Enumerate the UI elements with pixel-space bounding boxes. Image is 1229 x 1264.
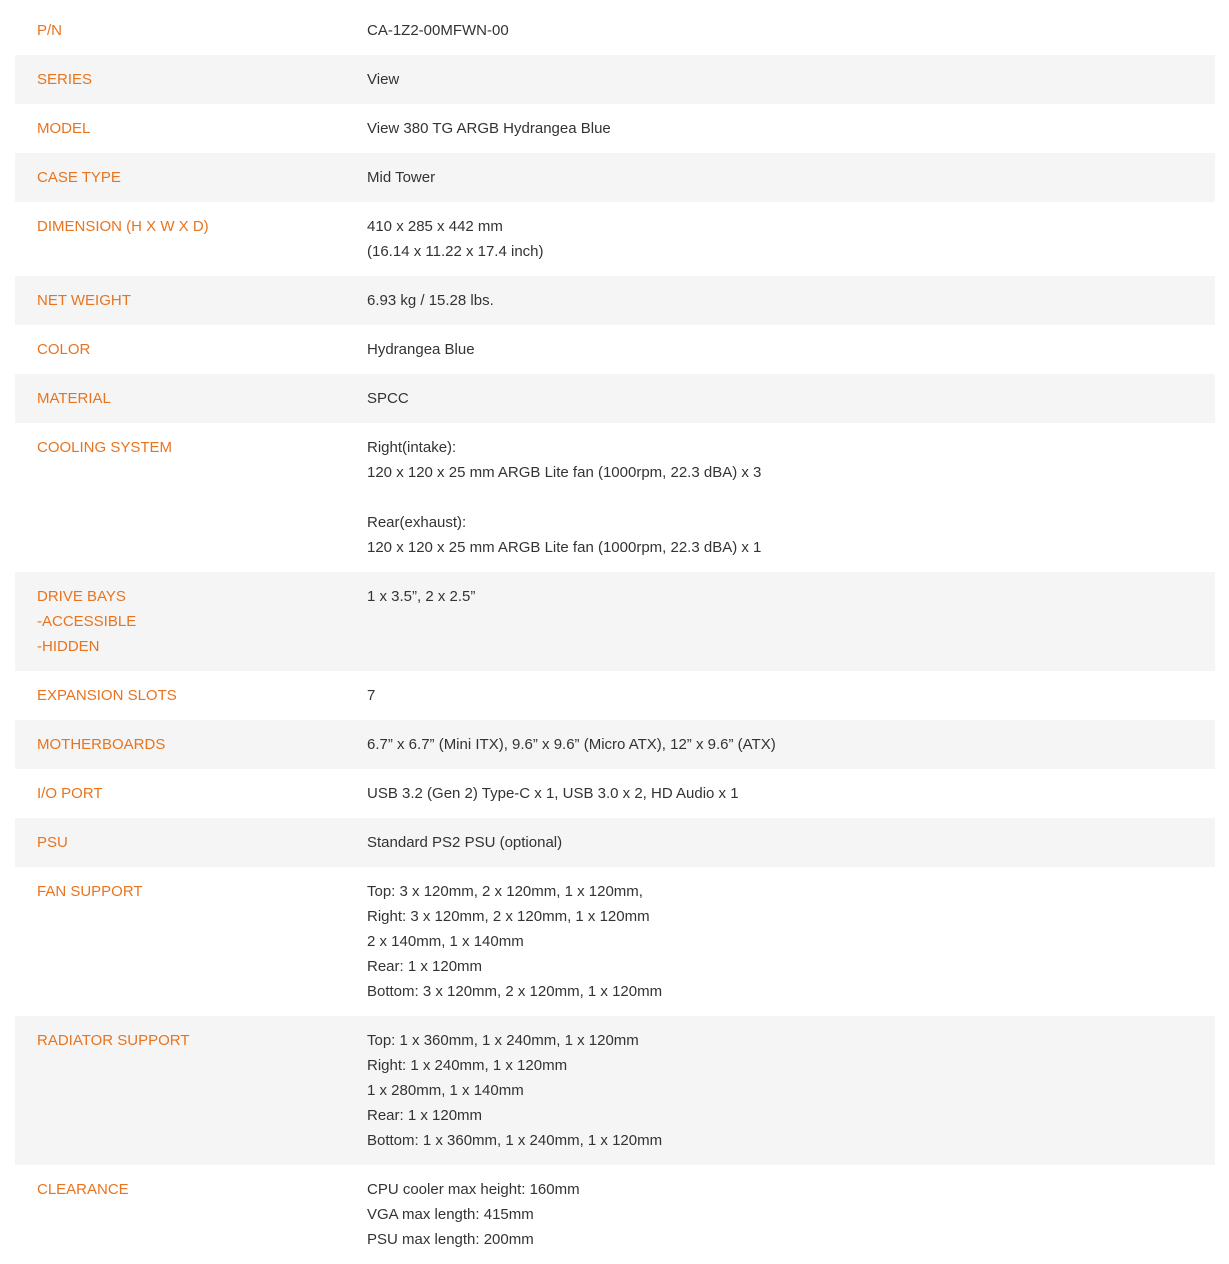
spec-value [367,781,1215,806]
spec-label-line: SERIES [37,71,93,88]
spec-row [15,1165,1215,1264]
spec-row [15,104,1215,153]
spec-value-line: (16.14 x 11.22 x 17.4 inch) [367,243,544,260]
spec-row [15,671,1215,720]
spec-value [367,288,1215,313]
spec-label-line: NET WEIGHT [37,292,131,309]
spec-value [367,337,1215,362]
spec-label-line: I/O PORT [37,785,103,802]
spec-value-line: Rear: 1 x 120mm [367,958,483,975]
spec-value-line: View 380 TG ARGB Hydrangea Blue [367,120,611,137]
spec-label-line: EXPANSION SLOTS [37,687,177,704]
spec-value-line: Bottom: 1 x 360mm, 1 x 240mm, 1 x 120mm [367,1132,663,1149]
spec-label-line: PSU [37,834,68,851]
spec-label [15,165,367,190]
spec-value [367,435,1215,560]
spec-row [15,423,1215,572]
spec-value-line: 1 x 280mm, 1 x 140mm [367,1082,524,1099]
spec-label [15,1177,367,1252]
spec-value-line: 410 x 285 x 442 mm [367,218,503,235]
spec-label [15,116,367,141]
spec-label-line: FAN SUPPORT [37,883,143,900]
spec-value-line: Hydrangea Blue [367,341,475,358]
spec-value [367,683,1215,708]
spec-label [15,435,367,560]
spec-row [15,6,1215,55]
spec-value-line: 1 x 3.5”, 2 x 2.5” [367,588,476,605]
spec-value [367,1177,1215,1252]
spec-label [15,781,367,806]
spec-label-line: -ACCESSIBLE [37,613,137,630]
spec-value-line: CPU cooler max height: 160mm [367,1181,580,1198]
spec-row [15,202,1215,276]
spec-label [15,584,367,659]
spec-value-line: VGA max length: 415mm [367,1206,534,1223]
spec-value [367,879,1215,1004]
spec-value [367,18,1215,43]
spec-value-line: Bottom: 3 x 120mm, 2 x 120mm, 1 x 120mm [367,983,663,1000]
spec-value-line [367,485,1215,510]
spec-label-line: P/N [37,22,63,39]
spec-row [15,153,1215,202]
spec-value-line: Right(intake): [367,439,457,456]
spec-value-line: 6.7” x 6.7” (Mini ITX), 9.6” x 9.6” (Micro ATX), 12” x 9.6” (ATX) [367,736,776,753]
spec-value [367,732,1215,757]
spec-value-line: 120 x 120 x 25 mm ARGB Lite fan (1000rpm, 22.3 dBA) x 3 [367,464,762,481]
spec-row [15,818,1215,867]
spec-label-line: CLEARANCE [37,1181,129,1198]
spec-label [15,732,367,757]
spec-value-line: Top: 3 x 120mm, 2 x 120mm, 1 x 120mm, [367,883,643,900]
spec-label-line: MODEL [37,120,91,137]
spec-value [367,1028,1215,1153]
spec-value [367,116,1215,141]
spec-row [15,572,1215,671]
spec-row [15,276,1215,325]
spec-value-line: Mid Tower [367,169,436,186]
spec-value-line: Top: 1 x 360mm, 1 x 240mm, 1 x 120mm [367,1032,639,1049]
spec-label [15,1028,367,1153]
spec-label-line: DRIVE BAYS [37,588,126,605]
spec-value [367,165,1215,190]
spec-label [15,386,367,411]
spec-label [15,683,367,708]
spec-label-line: MATERIAL [37,390,111,407]
spec-label [15,830,367,855]
spec-row [15,769,1215,818]
spec-label [15,214,367,264]
spec-label-line: RADIATOR SUPPORT [37,1032,190,1049]
spec-value-line: CA-1Z2-00MFWN-00 [367,22,509,39]
spec-row [15,325,1215,374]
spec-label-line: DIMENSION (H X W X D) [37,218,209,235]
spec-value [367,67,1215,92]
spec-value-line: Right: 1 x 240mm, 1 x 120mm [367,1057,568,1074]
spec-value-line: PSU max length: 200mm [367,1231,534,1248]
spec-value-line: Right: 3 x 120mm, 2 x 120mm, 1 x 120mm [367,908,650,925]
spec-label [15,879,367,1004]
spec-row [15,720,1215,769]
spec-label-line: COOLING SYSTEM [37,439,173,456]
spec-value-line: 6.93 kg / 15.28 lbs. [367,292,494,309]
spec-value-line: USB 3.2 (Gen 2) Type-C x 1, USB 3.0 x 2, HD Audio x 1 [367,785,739,802]
spec-value-line: Rear: 1 x 120mm [367,1107,483,1124]
spec-row [15,1016,1215,1165]
spec-value [367,386,1215,411]
spec-value [367,214,1215,264]
spec-label-line: -HIDDEN [37,638,100,655]
spec-label-line: CASE TYPE [37,169,121,186]
spec-value-line: 2 x 140mm, 1 x 140mm [367,933,524,950]
spec-value-line: 7 [367,687,376,704]
spec-row [15,867,1215,1016]
spec-table [15,6,1215,1264]
spec-value-line: Standard PS2 PSU (optional) [367,834,563,851]
spec-row [15,55,1215,104]
spec-row [15,374,1215,423]
spec-value-line: View [367,71,400,88]
spec-value [367,830,1215,855]
spec-label [15,18,367,43]
spec-label-line: COLOR [37,341,91,358]
spec-label-line: MOTHERBOARDS [37,736,166,753]
spec-value-line: 120 x 120 x 25 mm ARGB Lite fan (1000rpm, 22.3 dBA) x 1 [367,539,762,556]
spec-value-line: SPCC [367,390,409,407]
spec-value-line: Rear(exhaust): [367,514,467,531]
spec-label [15,288,367,313]
spec-label [15,337,367,362]
spec-value [367,584,1215,659]
spec-label [15,67,367,92]
